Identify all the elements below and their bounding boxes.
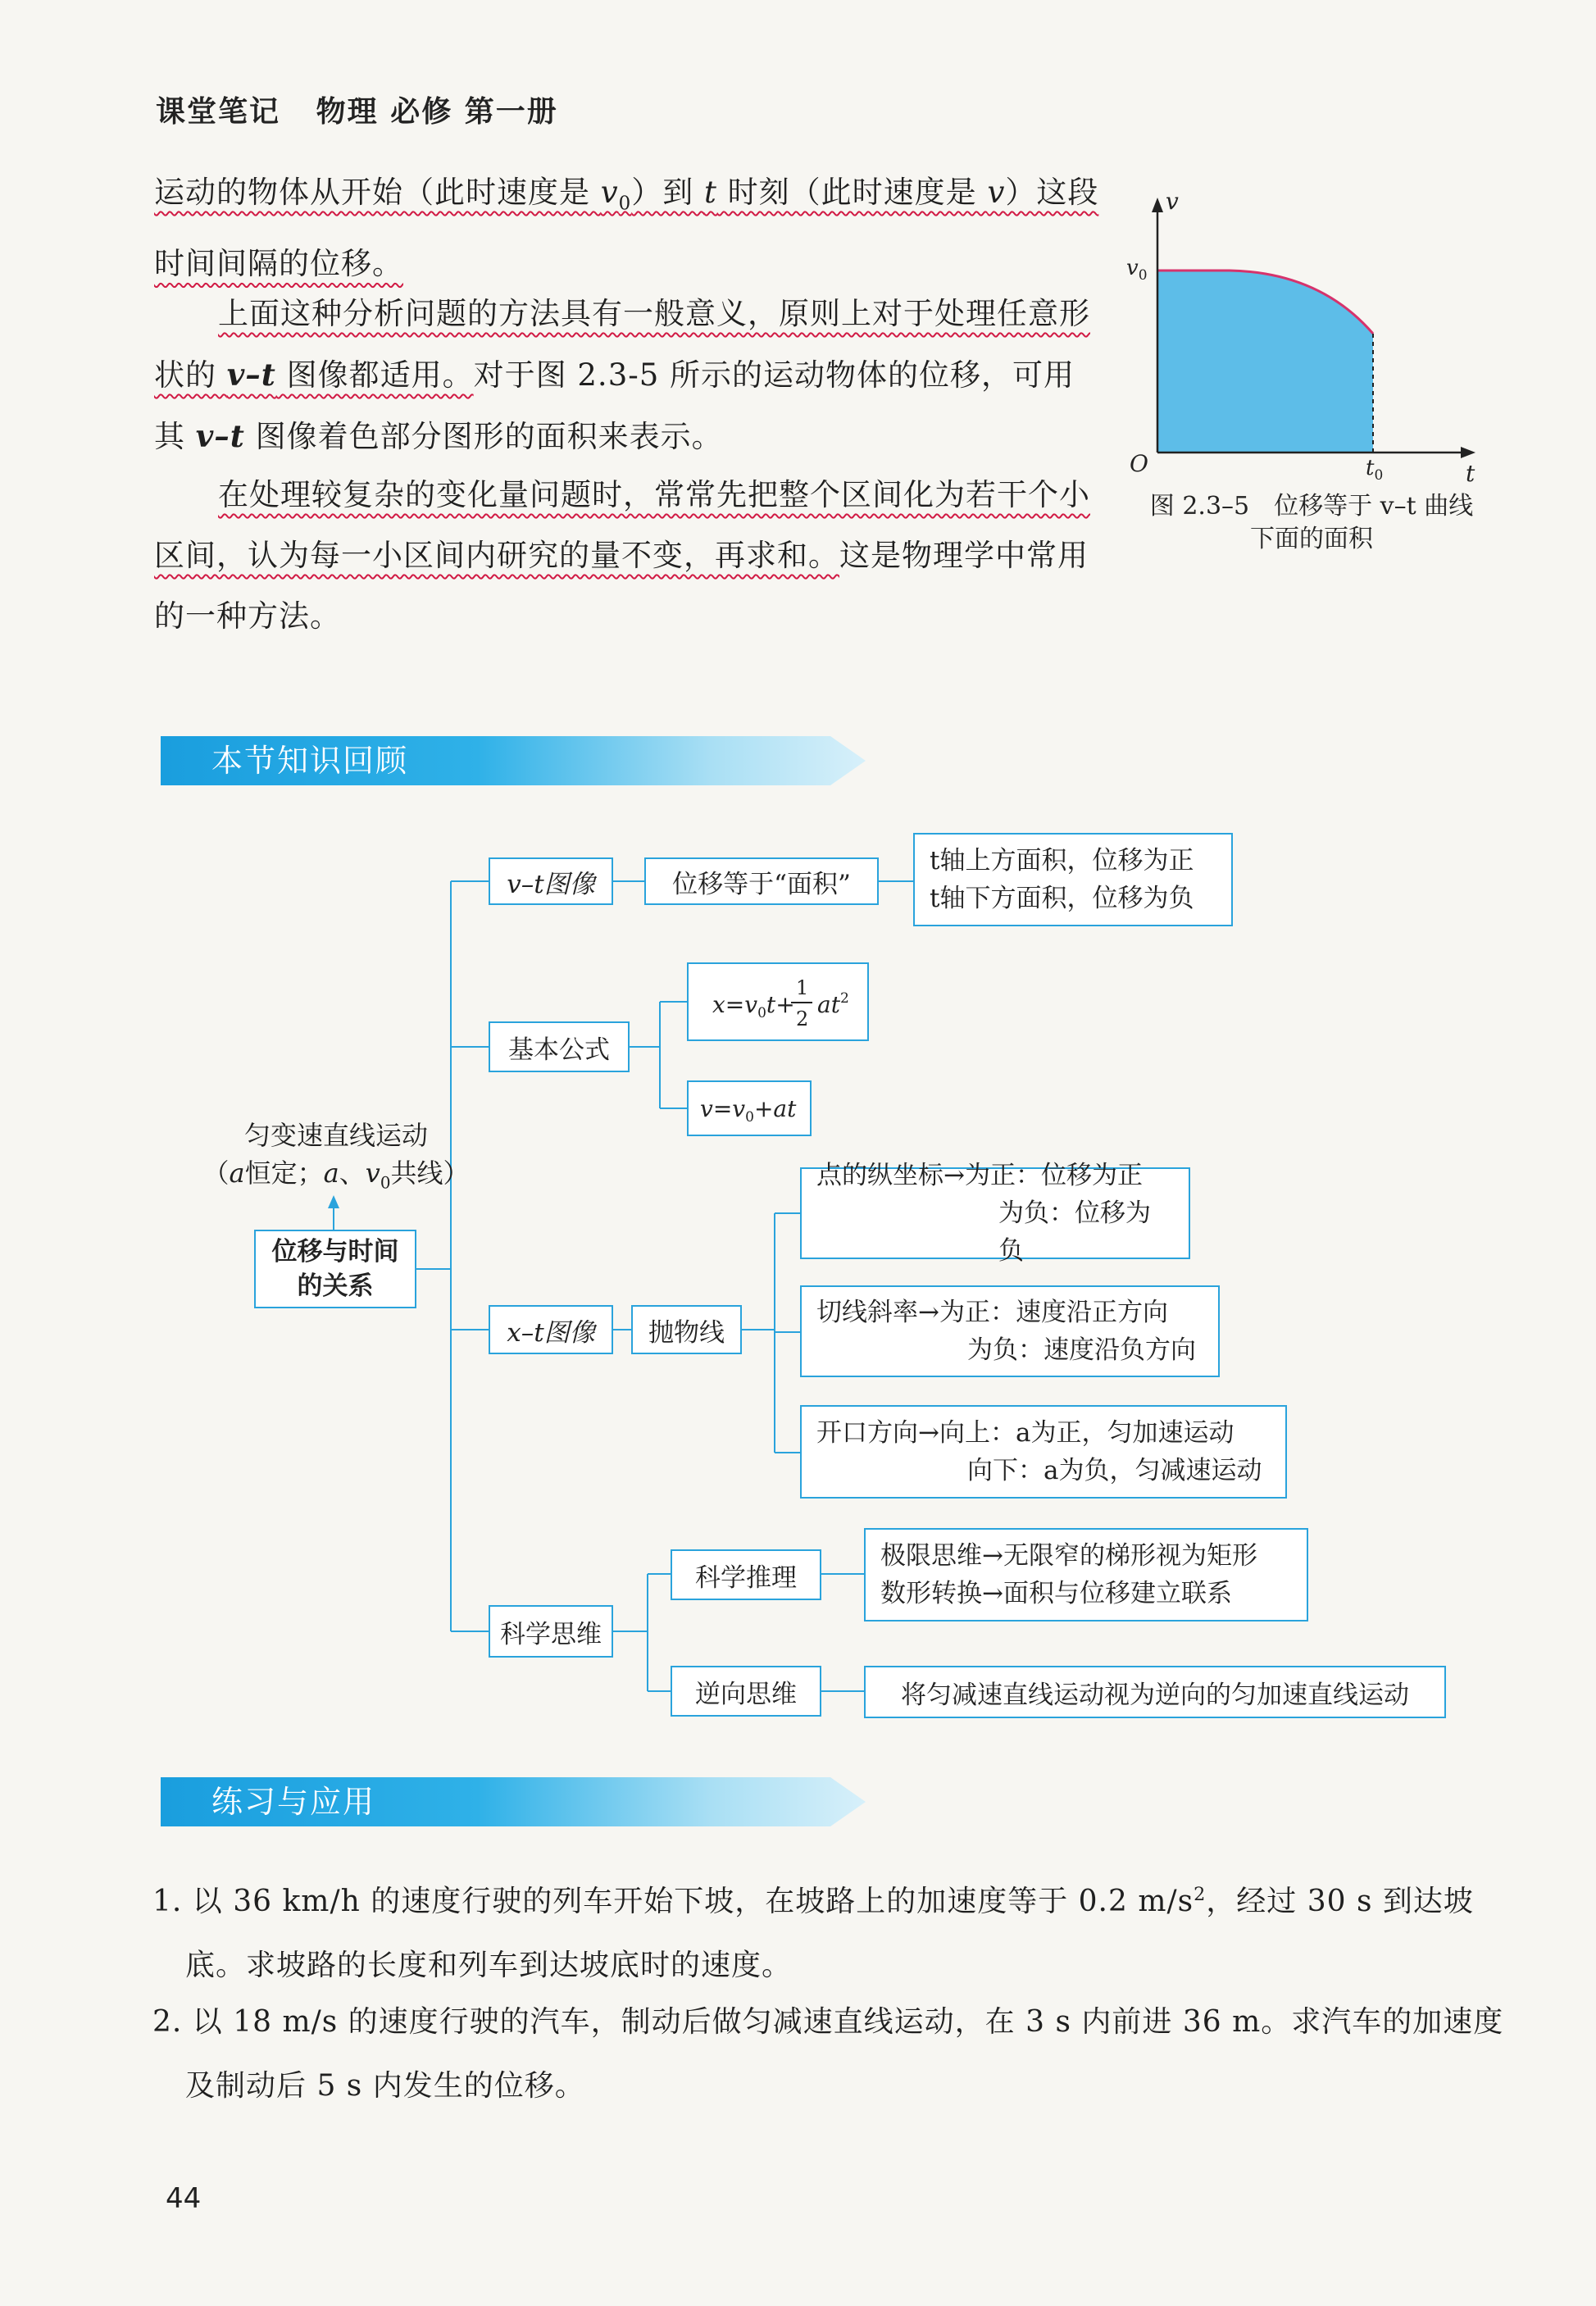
uniform-acceleration-label: 匀变速直线运动 （a恒定；a、$v_0$共线） [202, 1120, 470, 1193]
vt-image-node: v–t图像 [489, 857, 613, 905]
svg-text:2: 2 [796, 1007, 809, 1030]
reverse-thinking-desc: 将匀减速直线运动视为逆向的匀加速直线运动 [864, 1666, 1446, 1718]
review-banner-title: 本节知识回顾 [211, 743, 409, 779]
page-number: 44 [166, 2182, 202, 2215]
reverse-thinking-node: 逆向思维 [671, 1666, 821, 1717]
paragraph-1: 运动的物体从开始（此时速度是 $v_0$）到 t 时刻（此时速度是 v）这段时间间隔的位移。 [154, 175, 1099, 282]
displacement-formula-svg [696, 965, 860, 1039]
xt-coordinate-node: 点的纵坐标→为正：位移为正 为负：位移为负 [800, 1167, 1190, 1259]
root-node: 位移与时间 的关系 [254, 1230, 416, 1308]
xt-image-node: x–t图像 [489, 1305, 613, 1354]
paragraph-3: 在处理较复杂的变化量问题时，常常先把整个区间化为若干个小区间，认为每一小区间内研究的量不变，再求和。这是物理学中常用的一种方法。 [154, 477, 1090, 634]
axis-label-v: v [1166, 193, 1179, 215]
svg-text:at2: $at^2$ [817, 990, 849, 1018]
svg-text:1: 1 [796, 976, 809, 999]
svg-text:x=v0t+: $x=v_0t+$ [712, 991, 795, 1021]
exercise-2: 2. 以 18 m/s 的速度行驶的汽车，制动后做匀减速直线运动，在 3 s 内前进 36 m。求汽车的加速度及制动后 5 s 内发生的位移。 [152, 2005, 1504, 2103]
xt-opening-node: 开口方向→向上：a为正，匀加速运动 向下：a为负，匀减速运动 [800, 1405, 1287, 1499]
axis-label-t: t [1466, 460, 1476, 487]
parabola-node: 抛物线 [631, 1305, 742, 1354]
paragraph-2: 上面这种分析问题的方法具有一般意义，原则上对于处理任意形状的 v–t 图像都适用。对于图 2.3-5 所示的运动物体的位移，可用其 v–t 图像着色部分图形的面积来表示。 [154, 296, 1090, 454]
basic-formula-node: 基本公式 [489, 1021, 630, 1072]
figure-caption: 图 2.3–5 位移等于 v–t 曲线 下面的面积 [1149, 492, 1474, 553]
displacement-formula-node [687, 962, 869, 1041]
v0-label: $v_0$ [1126, 256, 1148, 284]
science-reasoning-desc: 极限思维→无限窄的梯形视为矩形 数形转换→面积与位移建立联系 [864, 1528, 1308, 1621]
science-reasoning-node: 科学推理 [671, 1549, 821, 1600]
xt-slope-node: 切线斜率→为正：速度沿正方向 为负：速度沿负方向 [800, 1285, 1220, 1377]
running-header: 课堂笔记 物理 必修 第一册 [156, 95, 558, 129]
origin-label: O [1130, 450, 1148, 477]
vt-result-node: t轴上方面积，位移为正 t轴下方面积，位移为负 [913, 833, 1233, 926]
t0-label: $t_0$ [1366, 456, 1384, 484]
displacement-area-node: 位移等于“面积” [644, 857, 879, 905]
science-thinking-node: 科学思维 [489, 1605, 613, 1658]
exercise-1: 1. 以 36 km/h 的速度行驶的列车开始下坡，在坡路上的加速度等于 0.2 $m/s^2$，经过 30 s 到达坡底。求坡路的长度和列车到达坡底时的速度。 [152, 1884, 1474, 1982]
practice-banner-title: 练习与应用 [211, 1784, 376, 1820]
velocity-formula-node [687, 1080, 812, 1136]
svg-text:v=v0+at: $v=v_0+at$ [700, 1095, 797, 1126]
velocity-formula-svg [692, 1084, 807, 1133]
